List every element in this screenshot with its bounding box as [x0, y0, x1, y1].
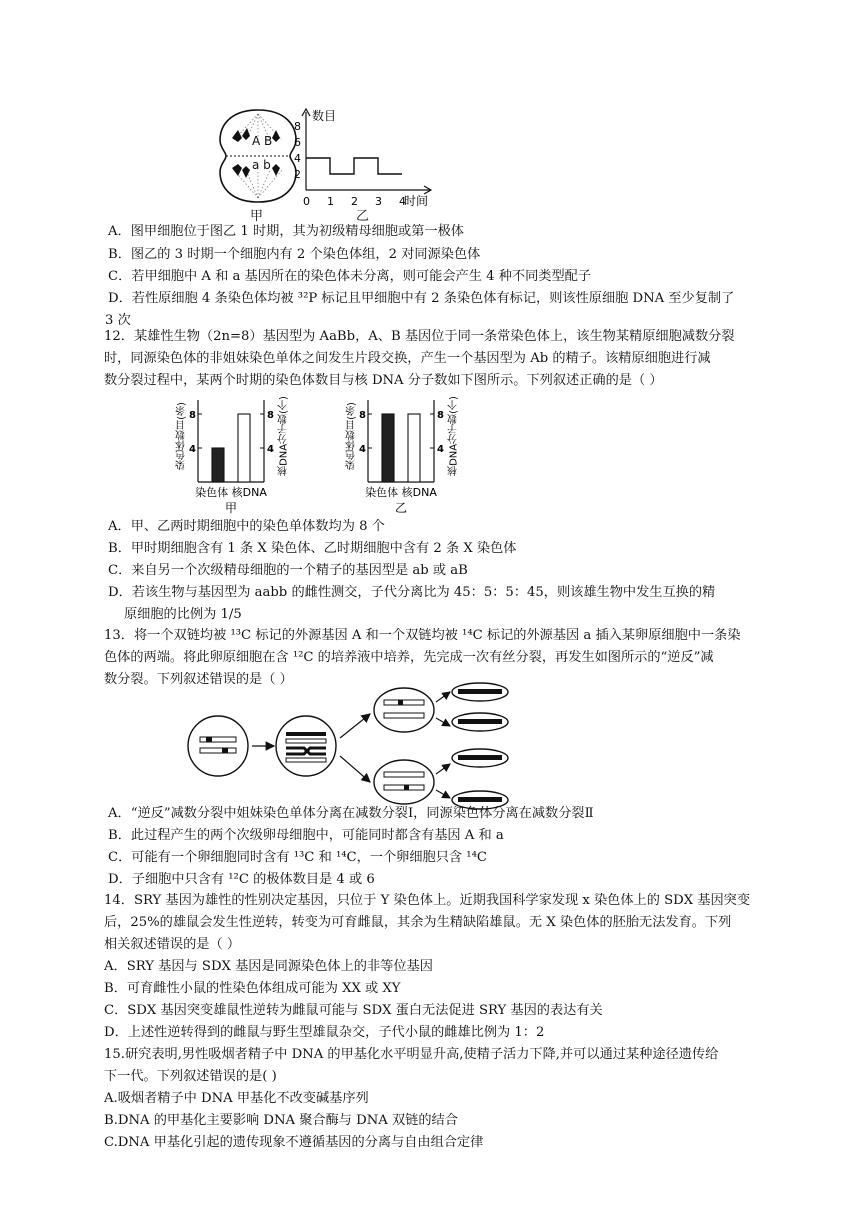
- q15-option-b: B.DNA 的甲基化主要影响 DNA 聚合酶与 DNA 双链的结合: [104, 1113, 458, 1128]
- bar-染色体: [382, 414, 394, 482]
- graph-caption: 乙: [356, 209, 370, 224]
- y-tick-label: 8: [294, 120, 301, 133]
- q12-bar-charts: [168, 390, 488, 514]
- q14-option-a: A．SRY 基因与 SDX 基因是同源染色体上的非等位基因: [104, 959, 433, 974]
- y-tick-label: 4: [294, 152, 301, 165]
- x-axis-label: 时间: [404, 194, 429, 208]
- q13-option-b: B．此过程产生的两个次级卵母细胞中，可能同时都含有基因 A 和 a: [108, 828, 504, 843]
- q11-option-c: C．若甲细胞中 A 和 a 基因所在的染色体未分离，则可能会产生 4 种不同类型配子: [108, 269, 592, 284]
- q13-reverse-meiosis-diagram: [186, 682, 516, 818]
- q13-option-d: D．子细胞中只含有 ¹²C 的极体数目是 4 或 6: [108, 872, 375, 887]
- bar-核DNA: [408, 414, 420, 482]
- bar-chart-0: [176, 396, 290, 514]
- q12-stem-2: 时，同源染色体的非姐妹染色单体之间发生片段交换，产生一个基因型为 Ab 的精子。该精原细胞进行减: [104, 351, 711, 366]
- q12-option-b: B．甲时期细胞含有 1 条 X 染色体、乙时期细胞中含有 2 条 X 染色体: [108, 541, 517, 556]
- cell-upper-genes: A B: [252, 134, 273, 148]
- q12-stem-3: 数分裂过程中，某两个时期的染色体数目与核 DNA 分子数如下图所示。下列叙述正确的是（ ）: [104, 373, 663, 388]
- x-tick-label: 0: [303, 195, 310, 208]
- q12-option-a: A．甲、乙两时期细胞中的染色单体数均为 8 个: [108, 519, 385, 534]
- y-tick-label: 6: [294, 136, 301, 149]
- category-labels: 染色体 核DNA: [365, 486, 437, 499]
- cell-lower-genes: a b: [252, 158, 271, 172]
- y-tick-label: 2: [294, 168, 301, 181]
- q11-option-a: A．图甲细胞位于图乙 1 时期，其为初级精母细胞或第一极体: [108, 224, 464, 239]
- right-tick-label: 8: [267, 410, 274, 421]
- left-tick-label: 4: [189, 444, 196, 455]
- q15-stem-2: 下一代。下列叙述错误的是( ): [104, 1069, 277, 1084]
- q15-stem-1: 15.研究表明,男性吸烟者精子中 DNA 的甲基化水平明显升高,使精子活力下降,并可以通过某种途径遗传给: [104, 1047, 719, 1062]
- category-labels: 染色体 核DNA: [195, 486, 267, 499]
- right-tick-label: 8: [437, 410, 444, 421]
- left-axis-label: 染色体数目(条): [176, 402, 188, 470]
- bar-染色体: [212, 448, 224, 482]
- x-tick-label: 4: [399, 195, 406, 208]
- q14-stem-3: 相关叙述错误的是（ ）: [104, 937, 241, 952]
- q15-option-c: C.DNA 甲基化引起的遗传现象不遵循基因的分离与自由组合定律: [104, 1135, 484, 1150]
- left-tick-label: 8: [189, 410, 196, 421]
- q12-option-c: C．来自另一个次级精母细胞的一个精子的基因型是 ab 或 aB: [108, 563, 468, 578]
- q13-option-a: A．“逆反”减数分裂中姐妹染色单体分离在减数分裂Ⅰ，同源染色体分离在减数分裂Ⅱ: [108, 806, 594, 821]
- q11-option-d: D．若性原细胞 4 条染色体均被 ³²P 标记且甲细胞中有 2 条染色体有标记，则该性原细胞 DNA 至少复制了: [108, 291, 735, 306]
- q12-option-d-cont: 原细胞的比例为 1/5: [124, 607, 242, 622]
- step-line: [306, 158, 402, 174]
- q15-option-a: A.吸烟者精子中 DNA 甲基化不改变碱基序列: [104, 1091, 369, 1106]
- q11-option-b: B．图乙的 3 时期一个细胞内有 2 个染色体组，2 对同源染色体: [108, 247, 481, 262]
- x-tick-label: 2: [351, 195, 358, 208]
- q13-stem-2: 色体的两端。将此卵原细胞在含 ¹²C 的培养液中培养，先完成一次有丝分裂，再发生如图所示的“逆反”减: [104, 650, 714, 665]
- y-axis-label: 数目: [312, 109, 337, 123]
- chart-caption: 甲: [224, 501, 238, 514]
- q14-stem-2: 后，25%的雄鼠会发生性逆转，转变为可育雌鼠，其余为生精缺陷雄鼠。无 X 染色体的胚胎无法发育。下列: [104, 915, 732, 930]
- q11-option-d-cont: 3 次: [105, 313, 131, 328]
- x-tick-label: 3: [375, 195, 382, 208]
- q13-option-c: C．可能有一个卵细胞同时含有 ¹³C 和 ¹⁴C，一个卵细胞只含 ¹⁴C: [108, 850, 487, 865]
- q12-stem-1: 12．某雄性生物（2n=8）基因型为 AaBb，A、B 基因位于同一条常染色体上，该生物某精原细胞减数分裂: [104, 329, 735, 344]
- bar-核DNA: [238, 414, 250, 482]
- q14-option-b: B．可育雌性小鼠的性染色体组成可能为 XX 或 XY: [104, 981, 401, 996]
- q13-stem-1: 13．将一个双链均被 ¹³C 标记的外源基因 A 和一个双链均被 ¹⁴C 标记的外源基因 a 插入某卵原细胞中一条染: [104, 628, 741, 643]
- left-tick-label: 4: [359, 444, 366, 455]
- q12-option-d: D．若该生物与基因型为 aabb 的雌性测交，子代分离比为 45：5：5：45，则该雄生物中发生互换的精: [108, 585, 716, 600]
- right-axis-label: 核DNA分子数(个): [448, 396, 460, 476]
- bar-chart-1: [346, 396, 460, 514]
- q11-step-graph: [288, 106, 440, 216]
- left-tick-label: 8: [359, 410, 366, 421]
- right-tick-label: 4: [437, 444, 444, 455]
- left-axis-label: 染色体数目(条): [346, 402, 358, 470]
- right-axis-label: 核DNA分子数(个): [278, 396, 290, 476]
- q14-option-d: D．上述性逆转得到的雌鼠与野生型雄鼠杂交，子代小鼠的雌雄比例为 1：2: [104, 1025, 545, 1040]
- q13-stem-3: 数分裂。下列叙述错误的是（ ）: [104, 672, 293, 687]
- cell-caption: 甲: [250, 209, 264, 224]
- q14-option-c: C．SDX 基因突变雄鼠性逆转为雌鼠可能与 SDX 蛋白无法促进 SRY 基因的表达有关: [104, 1003, 603, 1018]
- chart-caption: 乙: [394, 501, 408, 514]
- x-tick-label: 1: [327, 195, 334, 208]
- right-tick-label: 4: [267, 444, 274, 455]
- q14-stem-1: 14．SRY 基因为雄性的性别决定基因，只位于 Y 染色体上。近期我国科学家发现 x 染色体上的 SDX 基因突变: [104, 893, 751, 908]
